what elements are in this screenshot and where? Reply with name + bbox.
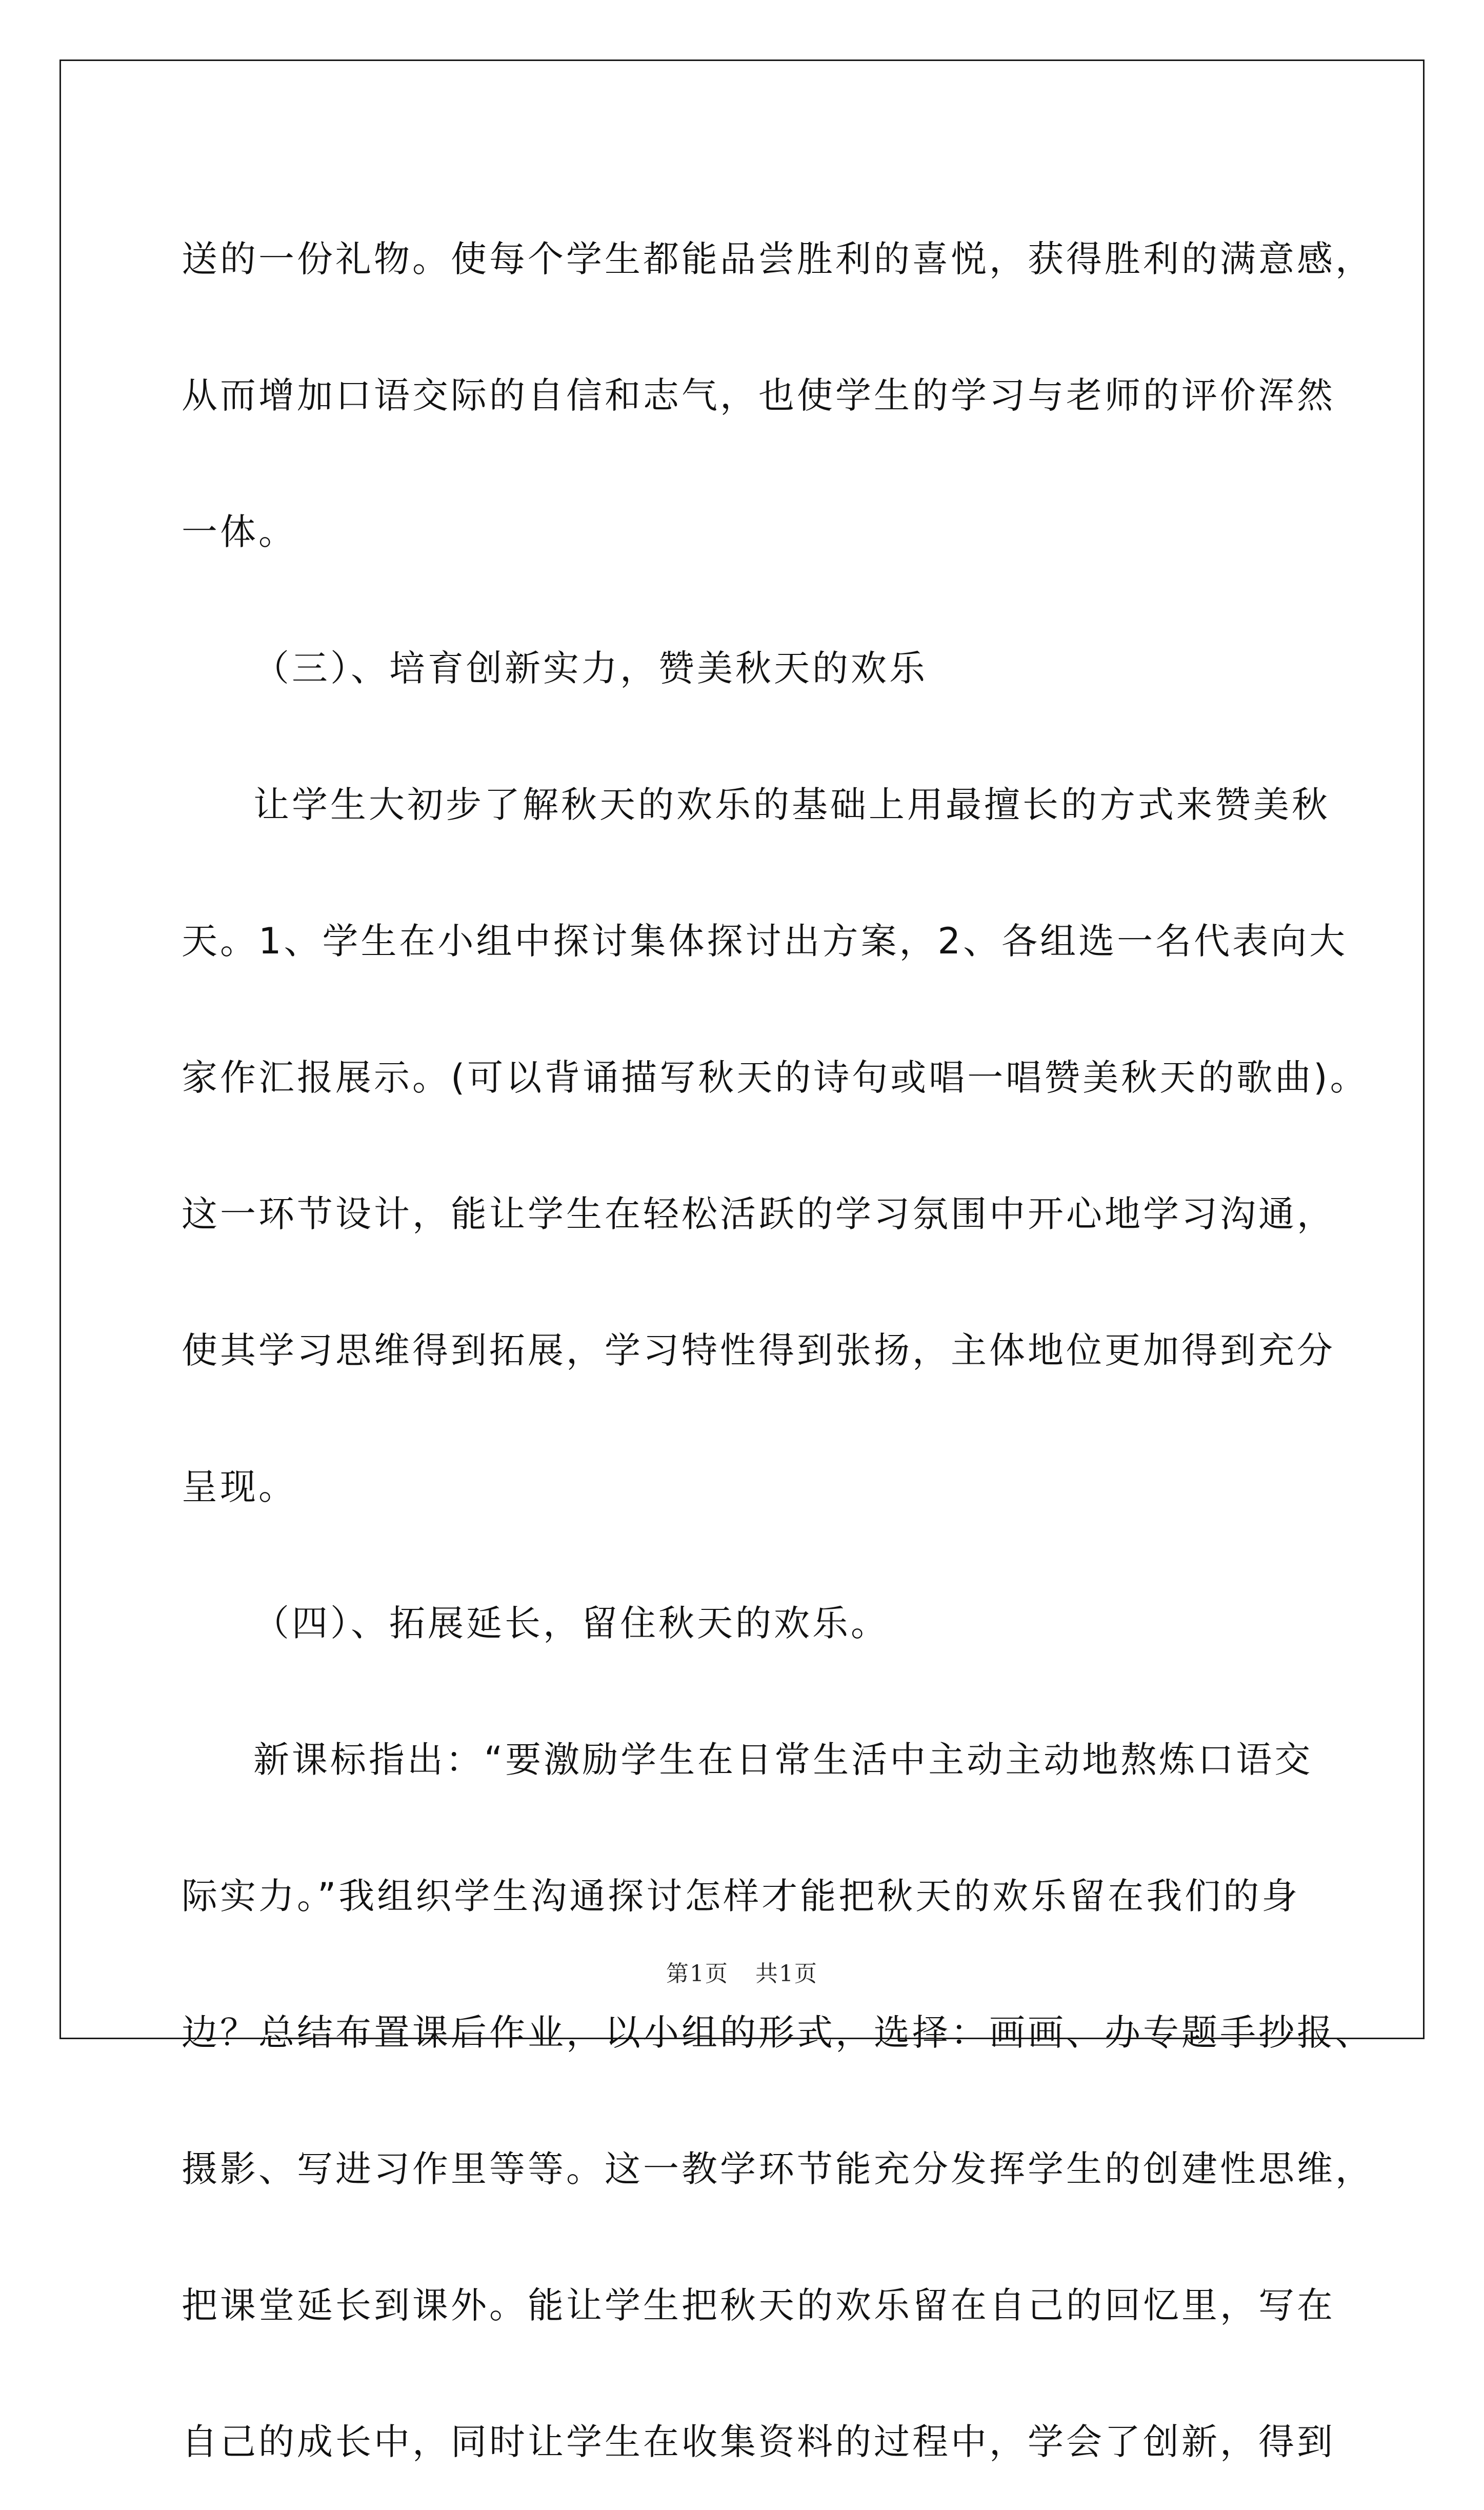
section-heading	[182, 600, 1305, 736]
text-line: 边？总结布置课后作业，以小组的形式，选择：画画、办专题手抄报、	[182, 2011, 1374, 2054]
document-body	[182, 191, 1374, 2510]
text-line: 把课堂延长到课外。能让学生把秋天的欢乐留在自己的回忆里，写在	[182, 2284, 1335, 2326]
paragraph	[182, 191, 1374, 600]
paragraph	[182, 1691, 1374, 2510]
section-heading	[182, 1555, 1305, 1691]
text-line: 摄影、写进习作里等等。这一教学环节能充分发挥学生的创建性思维，	[182, 2148, 1374, 2190]
text-line: 天。1、学生在小组中探讨集体探讨出方案，2、各组选一名代表向大	[182, 920, 1348, 962]
text-line: 使其学习思维得到拓展，学习特性得到张扬，主体地位更加得到充分	[182, 1329, 1335, 1371]
text-line: 呈现。	[182, 1466, 297, 1508]
page-footer	[0, 1955, 1484, 1988]
page-number: 第1页	[666, 1961, 729, 1987]
text-line: 让学生大初步了解秋天的欢乐的基础上用最擅长的方式来赞美秋	[253, 784, 1330, 826]
text-line: 新课标指出：“要激励学生在日常生活中主动主动地熬炼口语交	[253, 1739, 1313, 1781]
text-line: 一体。	[182, 511, 297, 553]
text-line: 际实力。”我组织学生沟通探讨怎样才能把秋天的欢乐留在我们的身	[182, 1875, 1300, 1917]
text-line: 家作汇报展示。(可以背诵描写秋天的诗句或唱一唱赞美秋天的歌曲)。	[182, 1057, 1369, 1099]
text-line: （四）、拓展延长，留住秋天的欢乐。	[253, 1602, 889, 1644]
text-line: 送的一份礼物。使每个学生都能品尝胜利的喜悦，获得胜利的满意感，	[182, 238, 1374, 280]
text-line: 这一环节设计，能让学生在轻松活跃的学习氛围中开心地学习沟通，	[182, 1193, 1335, 1235]
page-total: 共1页	[755, 1961, 818, 1987]
text-line: 从而增加口语交际的自信和志气，也使学生的学习与老师的评价浑然	[182, 374, 1335, 416]
text-line: 自己的成长中，同时让学生在收集资料的过程中，学会了创新，得到	[182, 2421, 1335, 2463]
text-line: （三）、培育创新实力，赞美秋天的欢乐	[253, 647, 928, 689]
paragraph	[182, 736, 1369, 1555]
